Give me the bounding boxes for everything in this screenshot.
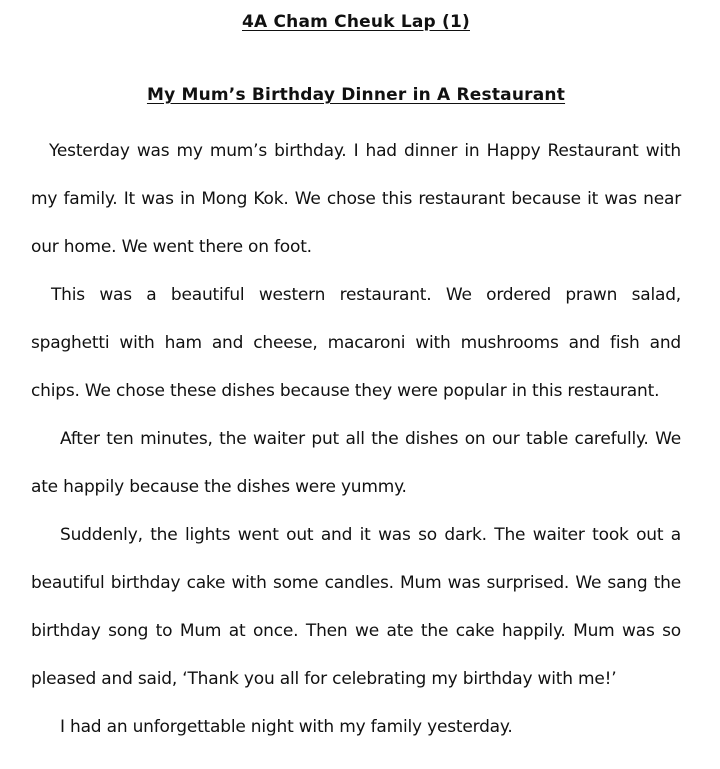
paragraph-5: I had an unforgettable night with my family yesterday.	[60, 717, 513, 737]
paragraph-1: Yesterday was my mum’s birthday. I had dinner in Happy Restaurant with my family. It was in Mong Kok. We chose this restaurant because it was near our home. We went there on foot.	[31, 141, 681, 257]
paragraph-3: After ten minutes, the waiter put all the dishes on our table carefully. We ate happily because the dishes were yummy.	[31, 429, 681, 497]
paragraph-4: Suddenly, the lights went out and it was so dark. The waiter took out a beautiful birthday cake with some candles. Mum was surprised. We sang the birthday song to Mum at once. Then we ate the cake happily. Mum was so pleased and said, ‘Thank you all for celebrating my birthday with me!’	[31, 525, 681, 689]
author-heading: 4A Cham Cheuk Lap (1)	[242, 12, 470, 32]
paragraph-2: This was a beautiful western restaurant. We ordered prawn salad, spaghetti with ham and cheese, macaroni with mushrooms and fish and chips. We chose these dishes because they were popular in this restaurant.	[31, 285, 681, 401]
essay-title: My Mum’s Birthday Dinner in A Restaurant	[146, 85, 566, 105]
essay-body	[31, 127, 681, 751]
